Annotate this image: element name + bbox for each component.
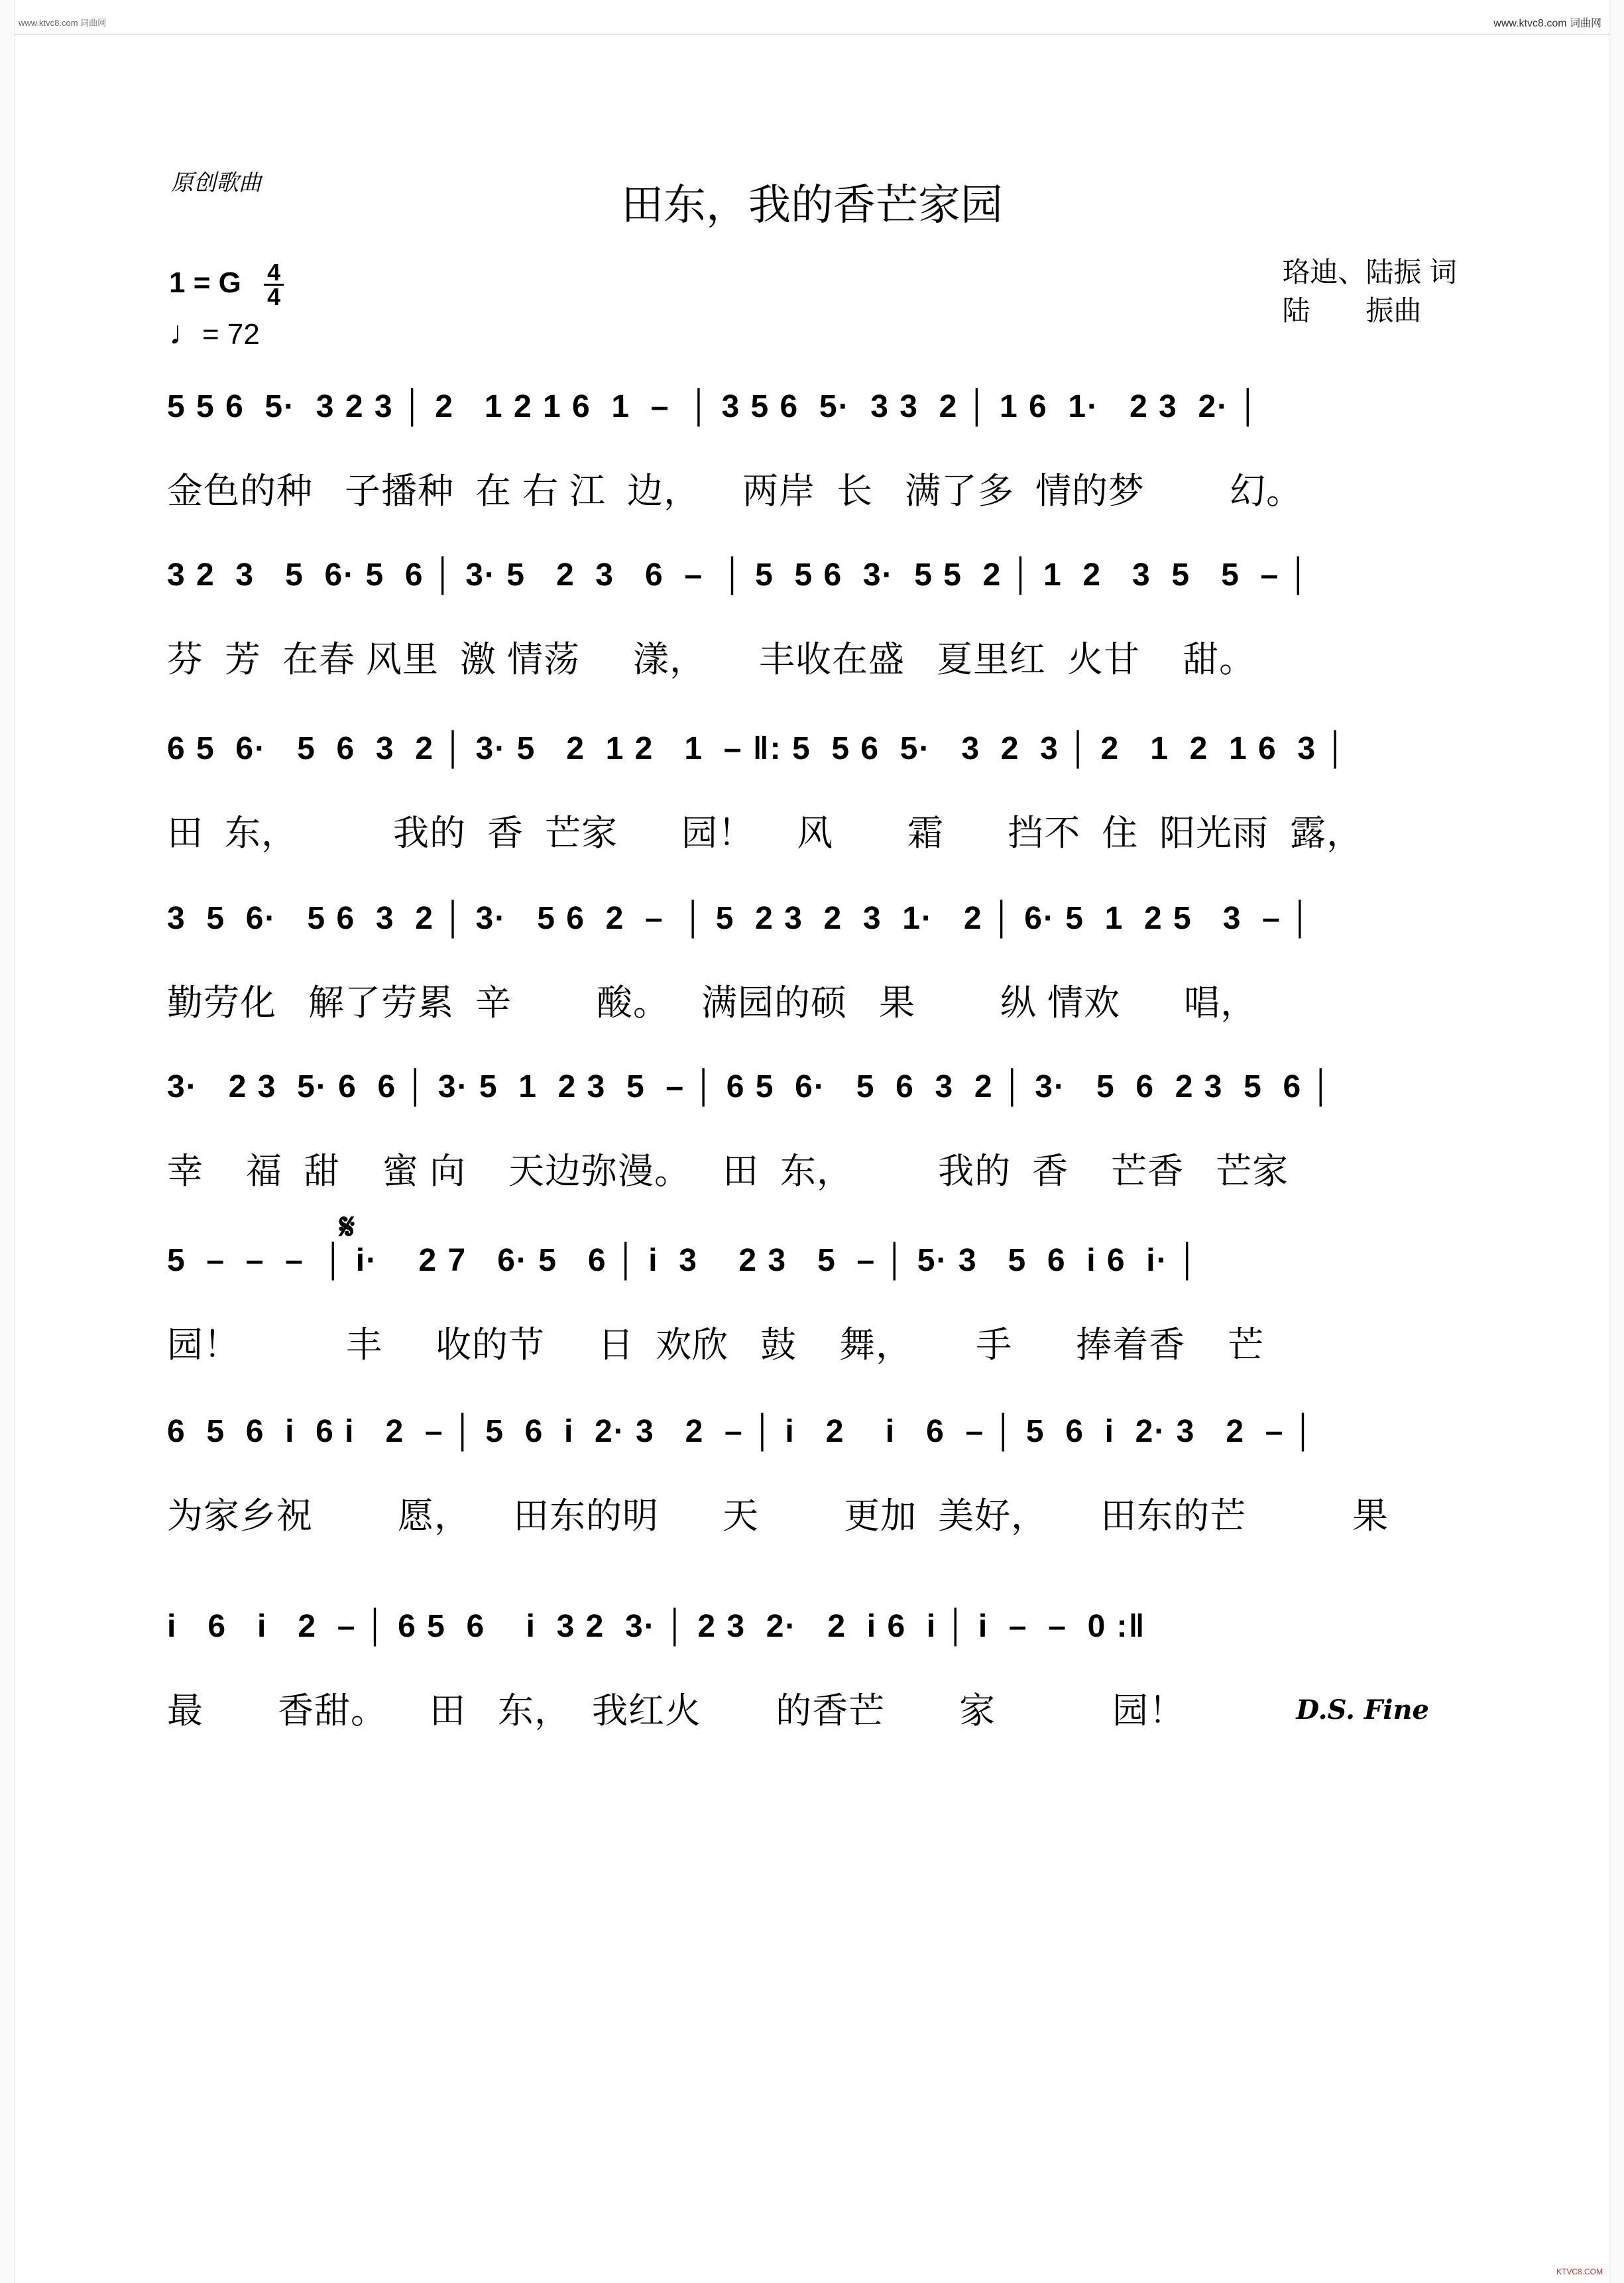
tempo-value: = 72 (202, 318, 260, 351)
notation-line: i 6 i 2 – │ 6 5 6 i 3 2 3· │ 2 3 2· 2 i 6 i │ i – – 0 :‖ (167, 1609, 1146, 1644)
notation-line: 6 5 6· 5 6 3 2 │ 3· 5 2 1 2 1 – ‖: 5 5 6 5· 3 2 3 │ 2 1 2 1 6 3 │ (167, 731, 1348, 766)
song-title: 田东，我的香芒家园 (621, 181, 1003, 229)
time-top: 4 (267, 258, 281, 286)
lyric-line: 金色的种 子播种 在 右 江 边， 两岸 长 满了多 情的梦 幻。 (167, 471, 1303, 511)
notation-line: 5 5 6 5· 3 2 3 │ 2 1 2 1 6 1 – │ 3 5 6 5· 3 3 2 │ 1 6 1· 2 3 2· │ (167, 389, 1261, 424)
key-label: 1 = G (169, 266, 241, 299)
time-signature (264, 258, 284, 310)
left-watermark-strip (0, 0, 15, 2283)
ds-fine-marking: D.S. Fine (1296, 1694, 1429, 1726)
lyric-line: 幸 福 甜 蜜 向 天边弥漫。 田 东， 我的 香 芒香 芒家 (167, 1151, 1289, 1191)
site-watermark-right: www.ktvc8.com 词曲网 (1493, 18, 1601, 29)
score-row-2 (167, 552, 1458, 684)
lyric-line: 田 东， 我的 香 芒家 园！ 风 霜 挡不 住 阳光雨 露， (167, 813, 1363, 853)
lyric-line: 为家乡祝 愿， 田东的明 天 更加 美好， 田东的芒 果 (167, 1496, 1389, 1536)
footer-logo: KTVC8.COM (1556, 2267, 1603, 2276)
score-row-5 (167, 1063, 1458, 1196)
original-song-label: 原创歌曲 (171, 170, 261, 196)
notation-line: 5 – – – │ i· 2 7 6· 5 6 │ i 3 2 3 5 – │ 5· 3 5 6 i 6 i· │ (167, 1243, 1200, 1278)
key-signature (169, 259, 284, 308)
score-row-1 (167, 383, 1458, 516)
score-row-8 (167, 1603, 1458, 1735)
notation-line: 3· 2 3 5· 6 6 │ 3· 5 1 2 3 5 – │ 6 5 6· 5 6 3 2 │ 3· 5 6 2 3 5 6 │ (167, 1069, 1334, 1104)
lyricist-credit: 珞迪、陆振 词 (1282, 257, 1457, 288)
tempo-marking (169, 308, 284, 359)
score-row-6 (167, 1207, 1458, 1370)
notation-line: 3 2 3 5 6· 5 6 │ 3· 5 2 3 6 – │ 5 5 6 3· 5 5 2 │ 1 2 3 5 5 – │ (167, 557, 1311, 593)
lyric-line: 勤劳化 解了劳累 辛 酸。 满园的硕 果 纵 情欢 唱， (167, 983, 1257, 1023)
key-tempo-block (169, 259, 284, 359)
header-rule (15, 34, 1609, 35)
credits (1282, 253, 1457, 330)
lyric-line: 最 香甜。 田 东， 我红火 的香芒 家 园！ (167, 1691, 1186, 1731)
score-row-4 (167, 895, 1458, 1027)
segno-icon: 𝄋 (339, 1207, 355, 1247)
notation-line: 3 5 6· 5 6 3 2 │ 3· 5 6 2 – │ 5 2 3 2 3 1· 2 │ 6· 5 1 2 5 3 – │ (167, 901, 1313, 936)
notation-line: 6 5 6 i 6 i 2 – │ 5 6 i 2· 3 2 – │ i 2 i 6 – │ 5 6 i 2· 3 2 – │ (167, 1414, 1316, 1449)
site-watermark-left: www.ktvc8.com 词曲网 (19, 18, 107, 28)
lyric-line: 芬 芳 在春 风里 激 情荡 漾， 丰收在盛 夏里红 火甘 甜。 (167, 640, 1256, 679)
right-watermark-strip (1609, 0, 1624, 2283)
composer-credit: 陆 振曲 (1282, 295, 1422, 326)
lyric-line: 园！ 丰 收的节 日 欢欣 鼓 舞， 手 捧着香 芒 (167, 1325, 1265, 1365)
time-bottom: 4 (267, 282, 281, 310)
quarter-note-icon: ♩ (169, 314, 202, 351)
score-row-3 (167, 725, 1458, 858)
score-row-7 (167, 1408, 1458, 1541)
